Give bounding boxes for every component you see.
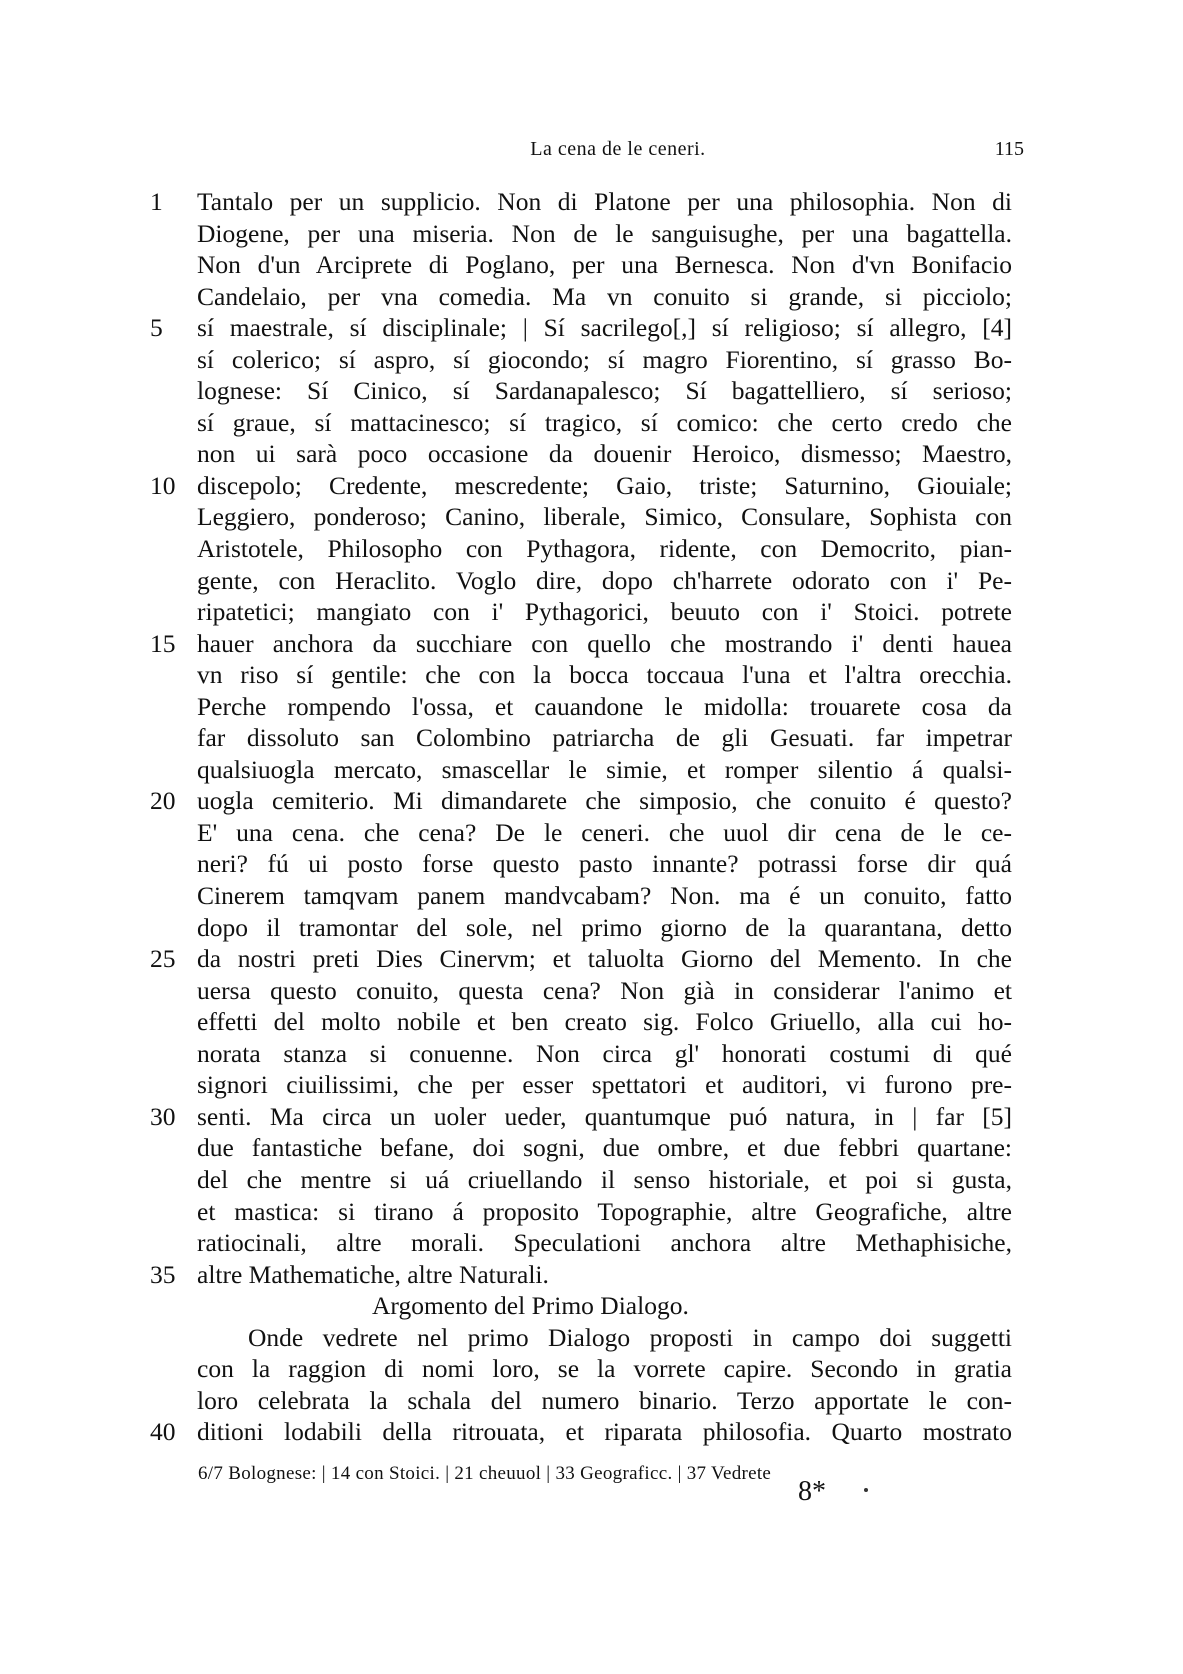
text-line: [150, 218, 1030, 250]
text-line: [150, 1259, 1030, 1291]
text-line: [150, 1290, 1030, 1322]
line-text: Tantalo per un supplicio. Non di Platone per una philosophia. Non di: [197, 187, 1012, 216]
text-line: [150, 691, 1030, 723]
text-line: [150, 754, 1030, 786]
line-text: lognese: Sí Cinico, sí Sardanapalesco; Sí bagattelliero, sí serioso;: [197, 376, 1012, 406]
text-line: [150, 375, 1030, 407]
text-line: [150, 975, 1030, 1007]
page-number: 115: [994, 138, 1024, 160]
line-number: 35: [150, 1259, 176, 1289]
line-text: discepolo; Credente, mescredente; Gaio, triste; Saturnino, Giouiale;: [197, 470, 1012, 500]
main-text: [150, 186, 1030, 1448]
line-text: Leggiero, ponderoso; Canino, liberale, Simico, Consulare, Sophista con: [197, 502, 1012, 532]
text-line: [150, 1069, 1030, 1101]
line-text: uersa questo conuito, questa cena? Non già in considerar l'animo et: [197, 975, 1012, 1005]
line-number: 20: [150, 786, 176, 816]
text-line: [150, 1227, 1030, 1259]
line-text: Non d'un Arciprete di Poglano, per una Bernesca. Non d'vn Bonifacio: [197, 250, 1012, 280]
line-number: 10: [150, 470, 176, 500]
text-line: [150, 533, 1030, 565]
text-line: [150, 1322, 1030, 1354]
text-line: [150, 1196, 1030, 1228]
text-line: [150, 344, 1030, 376]
line-number: 30: [150, 1101, 176, 1131]
line-text: del che mentre si uá criuellando il senso historiale, et poi si gusta,: [197, 1164, 1012, 1194]
line-text: non ui sarà poco occasione da douenir Heroico, dismesso; Maestro,: [197, 439, 1012, 469]
line-text: Aristotele, Philosopho con Pythagora, ridente, con Democrito, pian-: [197, 534, 1012, 564]
text-line: [150, 817, 1030, 849]
text-line: [150, 659, 1030, 691]
text-line: [150, 186, 1030, 218]
text-line: [150, 501, 1030, 533]
text-line: [150, 312, 1030, 344]
line-text: signori ciuilissimi, che per esser spettatori et auditori, vi furono pre-: [197, 1070, 1012, 1100]
line-text: norata stanza si conuenne. Non circa gl' honorati costumi di qué: [197, 1038, 1012, 1068]
text-line: [150, 1416, 1030, 1448]
text-line: [150, 785, 1030, 817]
line-number: 5: [150, 313, 163, 343]
section-heading: Argomento del Primo Dialogo.: [372, 1291, 689, 1321]
text-line: [150, 943, 1030, 975]
line-text: con la raggion di nomi loro, se la vorrete capire. Secondo in gratia: [197, 1354, 1012, 1384]
text-line: [150, 848, 1030, 880]
line-text: hauer anchora da succhiare con quello che mostrando i' denti hauea: [197, 628, 1012, 658]
line-text: effetti del molto nobile et ben creato sig. Folco Griuello, alla cui ho-: [197, 1007, 1012, 1037]
line-text: ripatetici; mangiato con i' Pythagorici, beuuto con i' Stoici. potrete: [197, 597, 1012, 627]
line-text: sí graue, sí mattacinesco; sí tragico, sí comico: che certo credo che: [197, 407, 1012, 437]
text-line: [150, 565, 1030, 597]
line-text: gente, con Heraclito. Voglo dire, dopo ch'harrete odorato con i' Pe-: [197, 565, 1012, 595]
line-text: dopo il tramontar del sole, nel primo giorno de la quarantana, detto: [197, 912, 1012, 942]
running-title: La cena de le ceneri.: [530, 138, 706, 160]
text-line: [150, 438, 1030, 470]
line-text: et mastica: si tirano á proposito Topographie, altre Geografiche, altre: [197, 1196, 1012, 1226]
line-text: Diogene, per una miseria. Non de le sanguisughe, per una bagattella.: [197, 218, 1012, 248]
text-line: [150, 596, 1030, 628]
line-text: sí maestrale, sí disciplinale; | Sí sacrilego[,] sí religioso; sí allegro, [4]: [197, 313, 1012, 343]
line-text: vn riso sí gentile: che con la bocca toccaua l'una et l'altra orecchia.: [197, 660, 1012, 690]
text-line: [150, 1164, 1030, 1196]
text-line: [150, 1038, 1030, 1070]
line-number: 40: [150, 1417, 176, 1447]
line-number: 25: [150, 944, 176, 974]
text-line: [150, 1132, 1030, 1164]
text-line: [150, 1353, 1030, 1385]
text-line: [150, 1006, 1030, 1038]
line-text: Onde vedrete nel primo Dialogo proposti in campo doi suggetti: [248, 1322, 1012, 1352]
line-text: uogla cemiterio. Mi dimandarete che simposio, che conuito é questo?: [197, 786, 1012, 816]
running-header: [198, 134, 1038, 166]
text-line: [150, 1385, 1030, 1417]
line-text: ditioni lodabili della ritrouata, et riparata philosofia. Quarto mostrato: [197, 1417, 1012, 1447]
line-text: da nostri preti Dies Cinervm; et taluolta Giorno del Memento. In che: [197, 944, 1012, 974]
text-line: [150, 880, 1030, 912]
text-line: [150, 912, 1030, 944]
text-line: [150, 628, 1030, 660]
line-text: sí colerico; sí aspro, sí giocondo; sí magro Fiorentino, sí grasso Bo-: [197, 344, 1012, 374]
line-text: altre Mathematiche, altre Naturali.: [197, 1259, 549, 1289]
line-text: ratiocinali, altre morali. Speculationi anchora altre Methaphisiche,: [197, 1228, 1012, 1258]
text-line: [150, 281, 1030, 313]
text-line: [150, 1101, 1030, 1133]
text-line: [150, 470, 1030, 502]
line-number: 15: [150, 628, 176, 658]
line-text: due fantastiche befane, doi sogni, due ombre, et due febbri quartane:: [197, 1133, 1012, 1163]
line-text: loro celebrata la schala del numero binario. Terzo apportate le con-: [197, 1385, 1012, 1415]
signature-dot: [864, 1488, 868, 1492]
line-text: far dissoluto san Colombino patriarcha de gli Gesuati. far impetrar: [197, 723, 1012, 753]
line-number: 1: [150, 187, 163, 216]
line-text: neri? fú ui posto forse questo pasto innante? potrassi forse dir quá: [197, 849, 1012, 879]
line-text: qualsiuogla mercato, smascellar le simie, et romper silentio á qualsi-: [197, 754, 1012, 784]
text-line: [150, 407, 1030, 439]
critical-apparatus: 6/7 Bolognese: | 14 con Stoici. | 21 cheuuol | 33 Geograficc. | 37 Vedrete: [198, 1463, 772, 1484]
printer-signature: 8*: [798, 1476, 826, 1507]
text-line: [150, 722, 1030, 754]
line-text: Candelaio, per vna comedia. Ma vn conuito si grande, si picciolo;: [197, 281, 1012, 311]
text-line: [150, 249, 1030, 281]
line-text: senti. Ma circa un uoler ueder, quantumque puó natura, in | far [5]: [197, 1101, 1012, 1131]
line-text: E' una cena. che cena? De le ceneri. che uuol dir cena de le ce-: [197, 817, 1012, 847]
line-text: Perche rompendo l'ossa, et cauandone le midolla: trouarete cosa da: [197, 691, 1012, 721]
line-text: Cinerem tamqvam panem mandvcabam? Non. ma é un conuito, fatto: [197, 881, 1012, 911]
